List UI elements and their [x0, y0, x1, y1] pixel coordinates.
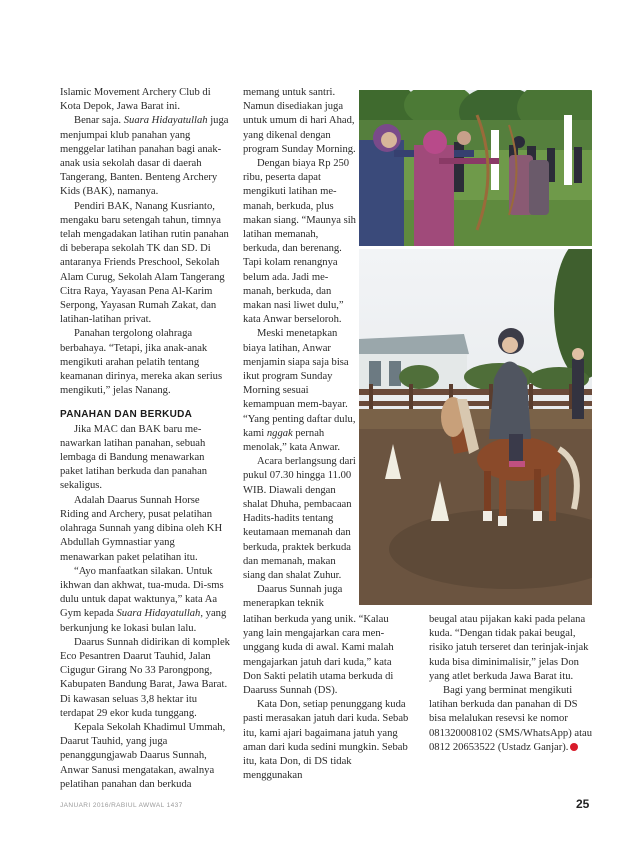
article-column-2-lower	[243, 613, 409, 783]
paragraph: Meski menetapkan biaya latihan, Anwar menjamin siapa saja bisa ikut program Sunday Morning sesuai kemampuan mem-bayar. “Yang penting daftar dulu, kami nggak pernah menolak,” kata Anwar.	[243, 328, 356, 454]
paragraph: Pendiri BAK, Nanang Kusrianto, mengaku baru setengah tahun, timnya telah mengadakan latihan rutin panahan di beberapa sekolah TK dan SD. Di antaranya Friends Preschool, Sekolah Alam Curug, Sekolah Alam Tangerang Citra Raya, Yayasan Pena Al-Karim Serpong, Yayasan Rumah Zakat, dan latihan-latihan privat.	[60, 200, 229, 326]
paragraph: Daarus Sunnah didirikan di komplek Eco Pesantren Daarut Tauhid, Jalan Cigugur Girang No 33 Parongpong, Kabupaten Bandung Barat, Jawa Barat. Di kawasan seluas 3,8 hektar itu terdapat 29 ekor kuda tunggang.	[60, 636, 230, 719]
page-number: 25	[576, 797, 590, 811]
section-heading: PANAHAN DAN BERKUDA	[60, 409, 193, 421]
magazine-name: Suara Hidayatullah	[116, 608, 201, 620]
magazine-name: Suara Hidayatullah	[123, 115, 208, 127]
paragraph: beugal atau pijakan kaki pada pelana kuda. “Dengan tidak pakai beugal, risiko jatuh terseret dan terinjak-injak kuda bisa diminimalisir,” jelas Don yang atlet berkuda Jawa Barat itu.	[429, 614, 589, 682]
paragraph: “Ayo manfaatkan silakan. Untuk ikhwan dan akhwat, tua-muda. Di-sms dulu untuk dapat waktunya,” kata Aa Gym kepada Suara Hidayatullah, yang berkunjung ke lokasi bulan lalu.	[60, 565, 227, 634]
paragraph: memang untuk santri. Namun disediakan juga untuk umum di hari Ahad, yang dikenal dengan program Sunday Morning.	[243, 87, 356, 155]
paragraph: Kata Don, setiap penunggang kuda pasti merasakan jatuh dari kuda. Sebab itu, kami ajari bagaimana jatuh yang aman dari kuda sedini mungkin. Sebab itu, kata Don, di DS tidak menggunakan	[243, 699, 409, 782]
paragraph: Adalah Daarus Sunnah Horse Riding and Archery, pusat pelatihan olahraga Sunnah yang dibina oleh KH Abdullah Gymnastiar yang menawarkan paket pelatihan itu.	[60, 494, 223, 563]
paragraph: Bagi yang berminat mengikuti latihan berkuda dan panahan di DS bisa melalukan resevsi ke nomor 081320008102 (SMS/WhatsApp) atau 0812 20653522 (Ustadz Ganjar).	[429, 685, 593, 753]
issue-date: JANUARI 2016/RABIUL AWWAL 1437	[60, 802, 183, 809]
paragraph: latihan berkuda yang unik. “Kalau yang lain mengajarkan cara men-unggang kuda di awal. Kami malah mengajarkan jatuh dari kuda,” kata Don Sakti pelatih utama berkuda di Daaruss Sunnah (DS).	[243, 614, 394, 697]
paragraph: Acara berlangsung dari pukul 07.30 hingga 11.00 WIB. Diawali dengan shalat Dhuha, pembacaan Hadits-hadits tentang keutamaan memanah dan berkuda, praktek berkuda dan memanah, makan siang dan shalat Zuhur.	[243, 456, 356, 581]
paragraph: Kepala Sekolah Khadimul Ummah, Daarut Tauhid, yang juga penanggungjawab Daarus Sunnah, Anwar Sanusi mengatakan, awalnya pelatihan panahan dan berkuda	[60, 721, 226, 790]
archery-photo	[359, 90, 592, 246]
paragraph: Benar saja. Suara Hidayatullah juga menjumpai klub panahan yang menggelar latihan panahan bagi anak-anak usia sekolah dasar di daerah Tangerang, Banten. Benteng Archery Kids (BAK), namanya.	[60, 115, 229, 198]
end-of-article-mark	[570, 743, 578, 751]
article-column-2-upper	[243, 86, 356, 612]
article-column-3	[429, 613, 594, 755]
article-column-1	[60, 86, 230, 792]
paragraph: Islamic Movement Archery Club di Kota Depok, Jawa Barat ini.	[60, 87, 211, 113]
paragraph: Panahan tergolong olahraga berbahaya. “Tetapi, jika anak-anak mengikuti arahan pelatih tentang keamanan dirinya, mereka akan serius mengikuti,” jelas Nanang.	[60, 328, 223, 397]
paragraph: Dengan biaya Rp 250 ribu, peserta dapat mengikuti latihan me-manah, berkuda, plus makan siang. “Maunya sih latihan memanah, berkuda, dan berenang. Tapi kolam renangnya belum ada. Jadi me-manah, berkuda, dan makan nasi liwet dulu,” kata Anwar berseloroh.	[243, 158, 356, 326]
horse-riding-photo	[359, 249, 592, 605]
paragraph: Jika MAC dan BAK baru me-nawarkan latihan panahan, sebuah lembaga di Bandung menawarkan paket latihan berkuda dan panahan sekaligus.	[60, 423, 208, 492]
paragraph: Daarus Sunnah juga menerapkan teknik	[243, 584, 343, 610]
